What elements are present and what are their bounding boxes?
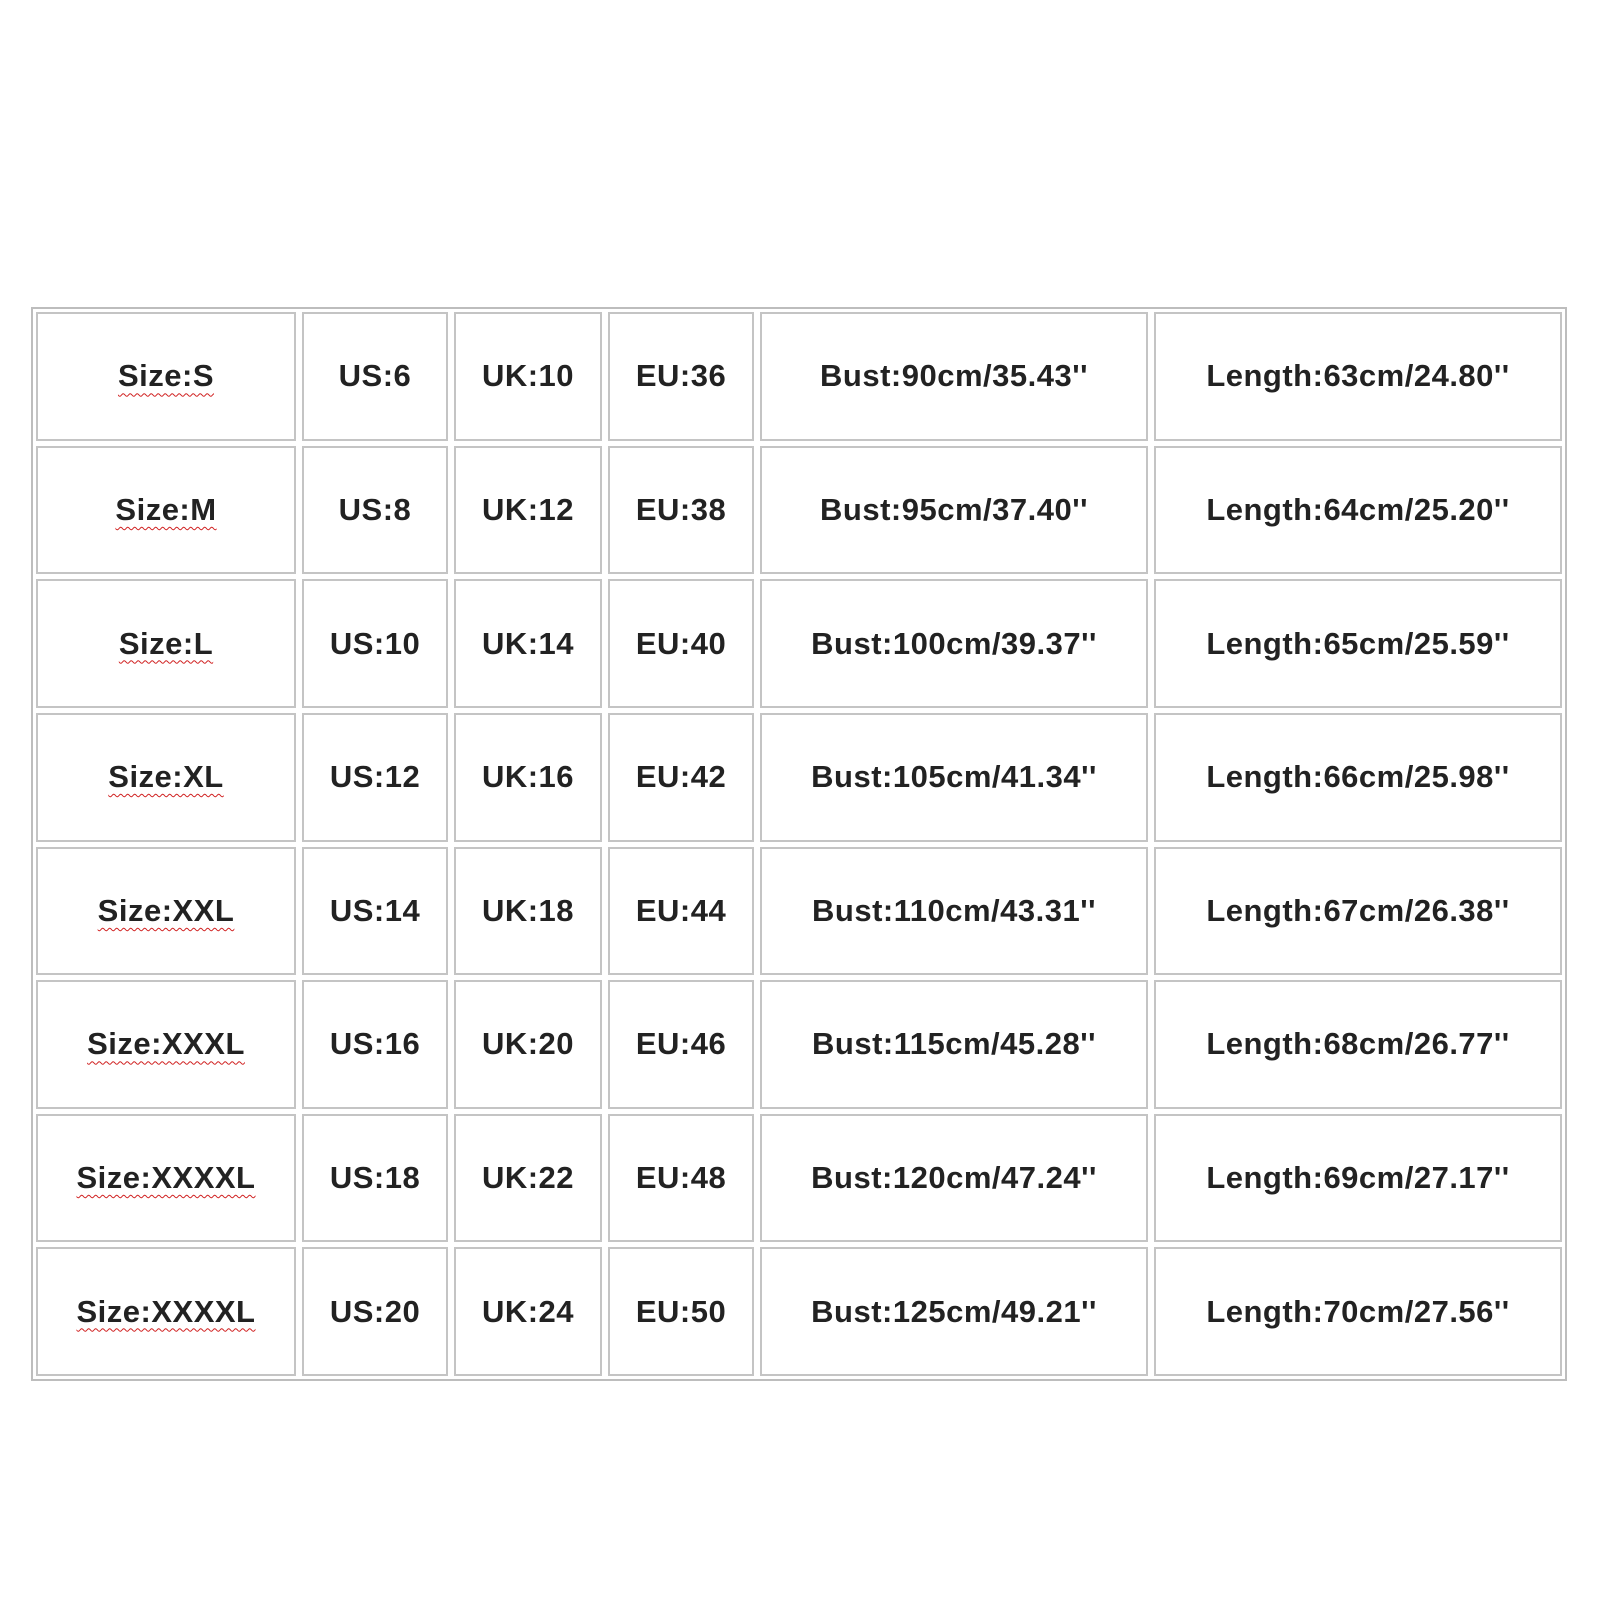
us-size-cell: US:8 xyxy=(302,446,448,575)
bust-cell: Bust:115cm/45.28'' xyxy=(760,980,1148,1109)
length-cell: Length:66cm/25.98'' xyxy=(1154,713,1562,842)
us-size-cell: US:16 xyxy=(302,980,448,1109)
eu-size-cell: EU:44 xyxy=(608,847,754,976)
size-label: Size:XXXXL xyxy=(76,1293,256,1329)
size-chart-grid xyxy=(36,312,1562,1376)
size-cell xyxy=(36,312,296,441)
size-label: Size:XXL xyxy=(97,892,235,928)
uk-size-cell: UK:20 xyxy=(454,980,602,1109)
us-size-cell: US:10 xyxy=(302,579,448,708)
bust-cell: Bust:105cm/41.34'' xyxy=(760,713,1148,842)
us-size-cell: US:6 xyxy=(302,312,448,441)
length-cell: Length:67cm/26.38'' xyxy=(1154,847,1562,976)
size-chart-table xyxy=(31,307,1567,1381)
uk-size-cell: UK:10 xyxy=(454,312,602,441)
eu-size-cell: EU:50 xyxy=(608,1247,754,1376)
uk-size-cell: UK:14 xyxy=(454,579,602,708)
length-cell: Length:68cm/26.77'' xyxy=(1154,980,1562,1109)
size-label: Size:M xyxy=(115,491,217,527)
uk-size-cell: UK:12 xyxy=(454,446,602,575)
size-label: Size:XL xyxy=(108,759,224,795)
us-size-cell: US:14 xyxy=(302,847,448,976)
length-cell: Length:64cm/25.20'' xyxy=(1154,446,1562,575)
length-cell: Length:63cm/24.80'' xyxy=(1154,312,1562,441)
bust-cell: Bust:120cm/47.24'' xyxy=(760,1114,1148,1243)
length-cell: Length:70cm/27.56'' xyxy=(1154,1247,1562,1376)
bust-cell: Bust:90cm/35.43'' xyxy=(760,312,1148,441)
eu-size-cell: EU:40 xyxy=(608,579,754,708)
us-size-cell: US:12 xyxy=(302,713,448,842)
eu-size-cell: EU:48 xyxy=(608,1114,754,1243)
size-label: Size:XXXXL xyxy=(76,1160,256,1196)
size-cell xyxy=(36,980,296,1109)
size-cell xyxy=(36,579,296,708)
length-cell: Length:65cm/25.59'' xyxy=(1154,579,1562,708)
bust-cell: Bust:100cm/39.37'' xyxy=(760,579,1148,708)
uk-size-cell: UK:24 xyxy=(454,1247,602,1376)
size-cell xyxy=(36,713,296,842)
us-size-cell: US:20 xyxy=(302,1247,448,1376)
uk-size-cell: UK:18 xyxy=(454,847,602,976)
size-label: Size:L xyxy=(118,625,214,661)
us-size-cell: US:18 xyxy=(302,1114,448,1243)
length-cell: Length:69cm/27.17'' xyxy=(1154,1114,1562,1243)
uk-size-cell: UK:16 xyxy=(454,713,602,842)
eu-size-cell: EU:36 xyxy=(608,312,754,441)
eu-size-cell: EU:46 xyxy=(608,980,754,1109)
size-label: Size:XXXL xyxy=(87,1026,245,1062)
bust-cell: Bust:110cm/43.31'' xyxy=(760,847,1148,976)
size-cell xyxy=(36,446,296,575)
size-label: Size:S xyxy=(117,358,215,394)
size-cell xyxy=(36,1114,296,1243)
bust-cell: Bust:95cm/37.40'' xyxy=(760,446,1148,575)
size-cell xyxy=(36,847,296,976)
uk-size-cell: UK:22 xyxy=(454,1114,602,1243)
bust-cell: Bust:125cm/49.21'' xyxy=(760,1247,1148,1376)
eu-size-cell: EU:38 xyxy=(608,446,754,575)
size-cell xyxy=(36,1247,296,1376)
eu-size-cell: EU:42 xyxy=(608,713,754,842)
